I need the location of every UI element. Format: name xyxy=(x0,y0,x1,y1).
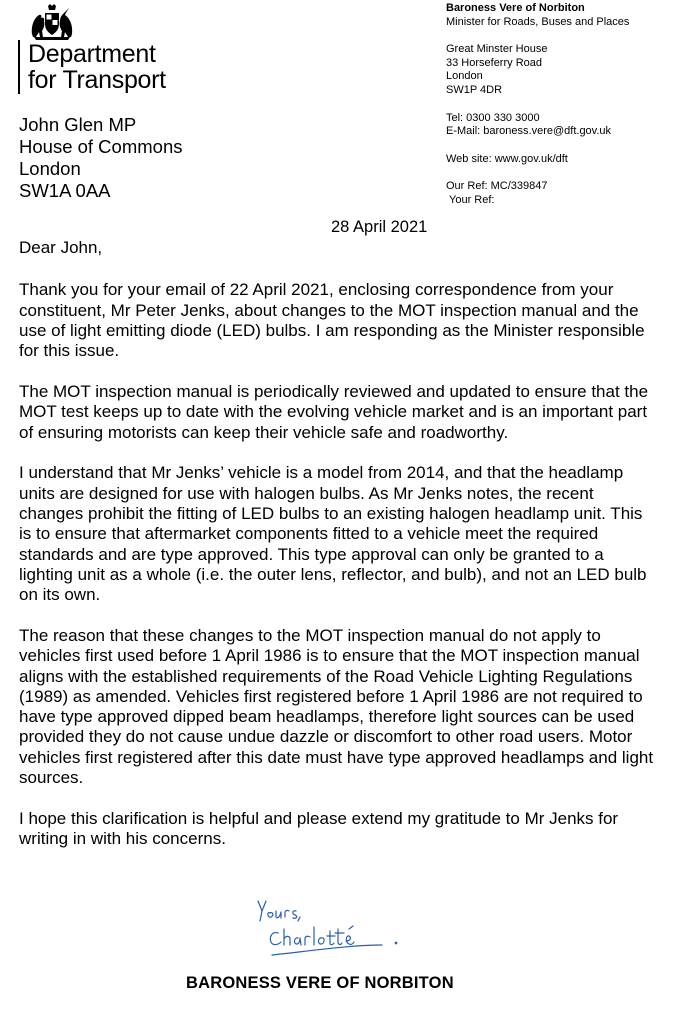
address-line: London xyxy=(446,70,483,83)
sender-tel: Tel: 0300 330 3000 xyxy=(446,111,540,124)
address-line: Great Minster House xyxy=(446,43,548,56)
letter-body xyxy=(19,238,659,870)
sender-website: Web site: www.gov.uk/dft xyxy=(446,152,568,165)
body-paragraph: I understand that Mr Jenks’ vehicle is a model from 2014, and that the headlamp units are designed for use with halogen bulbs. As Mr Jenks notes, the recent changes prohibit the fitting of LED bulbs to an existing halogen headlamp unit. This is to ensure that aftermarket components fitted to a vehicle meet the required standards and are type approved. This type approval can only be granted to a lighting unit as a whole (i.e. the outer lens, reflector, and bulb), and not an LED bulb on its own. xyxy=(19,463,647,605)
royal-coat-of-arms-icon xyxy=(28,4,76,40)
signatory-name: BARONESS VERE OF NORBITON xyxy=(186,974,454,992)
department-logo-text xyxy=(28,41,166,93)
recipient-line: London xyxy=(19,158,81,179)
recipient-line: John Glen MP xyxy=(19,114,137,135)
your-ref: Your Ref: xyxy=(449,193,495,206)
sender-contact xyxy=(446,112,629,139)
recipient-line: House of Commons xyxy=(19,136,183,157)
department-line-2: for Transport xyxy=(28,66,166,94)
sender-title: Minister for Roads, Buses and Places xyxy=(446,15,630,28)
letter-date: 28 April 2021 xyxy=(331,218,428,236)
sender-email: E-Mail: baroness.vere@dft.gov.uk xyxy=(446,125,612,138)
address-line: 33 Horseferry Road xyxy=(446,56,542,69)
salutation: Dear John, xyxy=(19,238,103,257)
address-line: SW1P 4DR xyxy=(446,83,503,96)
department-line-1: Department xyxy=(28,40,156,68)
our-ref: Our Ref: MC/339847 xyxy=(446,180,548,193)
body-paragraph: Thank you for your email of 22 April 2021, enclosing correspondence from your constituent, Mr Peter Jenks, about changes to the MOT inspection manual and the use of light emitting diode (LED) bulbs. I am responding as the Minister responsible for this issue. xyxy=(19,280,645,361)
logo-rule xyxy=(18,40,20,94)
body-paragraph: The MOT inspection manual is periodically reviewed and updated to ensure that the MOT test keeps up to date with the evolving vehicle market and is an important part of ensuring motorists can keep their vehicle safe and roadworthy. xyxy=(19,381,649,442)
recipient-address xyxy=(19,114,182,202)
sender-address xyxy=(446,43,629,97)
body-paragraph: The reason that these changes to the MOT inspection manual do not apply to vehicles first used before 1 April 1986 is to ensure that the MOT inspection manual aligns with the established requirements of the Road Vehicle Lighting Regulations (1989) as amended. Vehicles first registered before 1 April 1986 are not required to have type approved dipped beam headlamps, therefore light sources can be used provided they do not cause undue dazzle or discomfort to other road users. Motor vehicles first registered after this date must have type approved headlamps and light sources. xyxy=(19,625,654,788)
sender-name: Baroness Vere of Norbiton xyxy=(446,2,585,14)
handwritten-signature xyxy=(250,893,410,965)
sender-block xyxy=(446,2,629,208)
sender-references xyxy=(446,180,629,207)
body-paragraph: I hope this clarification is helpful and please extend my gratitude to Mr Jenks for writing in with his concerns. xyxy=(19,808,619,849)
recipient-line: SW1A 0AA xyxy=(19,180,111,201)
